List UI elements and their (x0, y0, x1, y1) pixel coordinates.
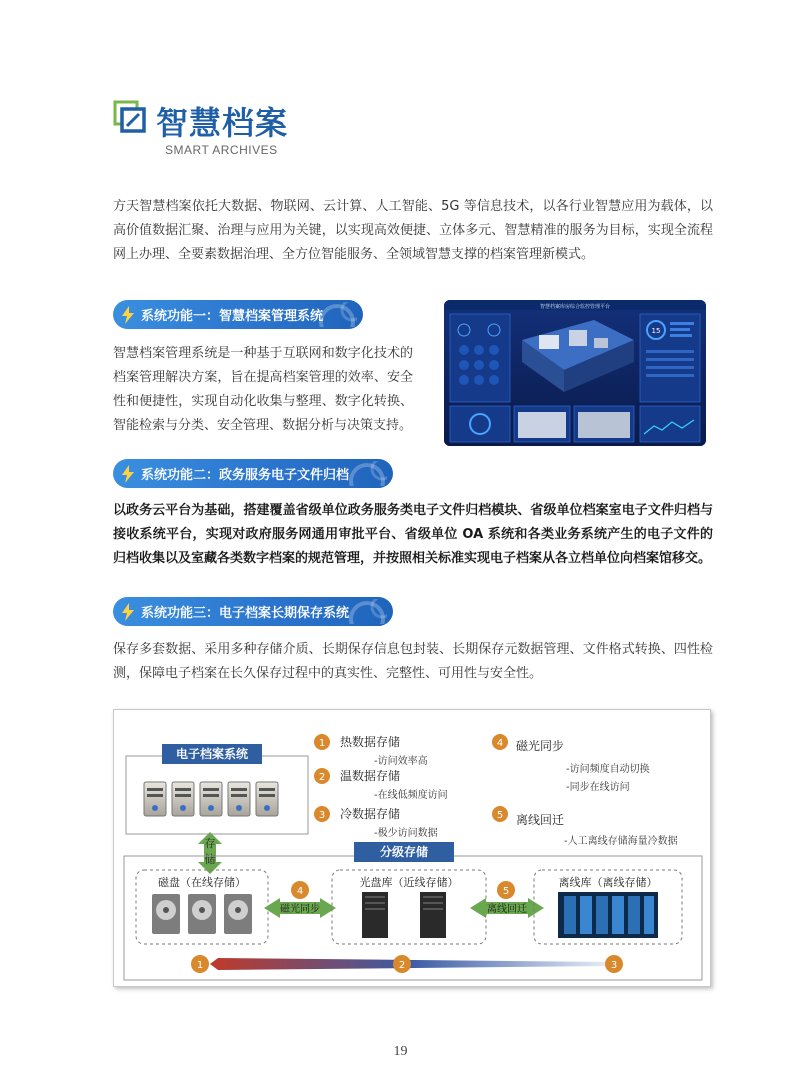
svg-text:离线回迁: 离线回迁 (516, 813, 565, 827)
svg-text:热数据存储: 热数据存储 (340, 735, 401, 749)
pill-decoration (297, 302, 357, 327)
offline-label: 离线库（离线存储） (558, 876, 658, 889)
timeline-num-1: 1 (196, 960, 204, 971)
optical-rack-icons (362, 892, 446, 938)
svg-text:磁光同步: 磁光同步 (516, 739, 565, 753)
arrow-5-num: 5 (502, 886, 510, 897)
svg-text:-访问效率高: -访问效率高 (374, 756, 428, 767)
store-label-2: 储 (204, 853, 216, 866)
svg-text:温数据存储: 温数据存储 (340, 769, 401, 783)
intro-paragraph: 方天智慧档案依托大数据、物联网、云计算、人工智能、5G 等信息技术，以各行业智慧应用为载体，以高价值数据汇聚、治理与应用为关键，以实现高效便捷、立体多元、智慧精准的服务为目标，实现全流程网上办理、全要素数据治理、全方位智能服务、全领域智慧支撑的档案管理新模式。 (113, 199, 713, 262)
archive-system-title: 电子档案系统 (175, 747, 249, 761)
svg-text:-访问频度自动切换: -访问频度自动切换 (566, 764, 650, 775)
dashboard-screenshot (444, 300, 706, 446)
svg-text:1: 1 (318, 738, 326, 749)
optical-label: 光盘库（近线存储） (359, 876, 459, 889)
section-3-label: 系统功能三：电子档案长期保存系统 (141, 606, 350, 621)
smart-archives-logo-icon (113, 100, 147, 134)
hard-disk-icons (152, 894, 252, 934)
step-4 (492, 734, 650, 793)
store-label-1: 存 (204, 837, 216, 850)
server-icons (144, 782, 278, 816)
arrow-4-label: 磁光同步 (280, 904, 320, 915)
step-3 (314, 806, 438, 839)
timeline-num-3: 3 (610, 960, 618, 971)
section-1-body: 智慧档案管理系统是一种基于互联网和数字化技术的档案管理解决方案，旨在提高档案管理的效率、安全性和便捷性，实现自动化收集与整理、数字化转换、智能检索与分类、安全管理、数据分析与决策支持。 (113, 346, 413, 433)
pill-decoration (327, 461, 387, 486)
lightning-icon (121, 465, 135, 483)
disk-label: 磁盘（在线存储） (158, 876, 246, 889)
step-2 (314, 768, 448, 801)
section-2-label: 系统功能二：政务服务电子文件归档 (141, 468, 350, 483)
section-2-body: 以政务云平台为基础，搭建覆盖省级单位政务服务类电子文件归档模块、省级单位档案室电子文件归档与接收系统平台，实现对政府服务网通用审批平台、省级单位 OA 系统和各类业务系统产生的电子文件的归档收集以及室藏各类数字档案的规范管理，并按照相关标准实现电子档案从各立档单位向档案馆移交。 (113, 503, 713, 566)
timeline-num-2: 2 (398, 960, 406, 971)
lightning-icon (121, 306, 135, 324)
svg-text:4: 4 (496, 738, 504, 749)
page-number: 19 (393, 1044, 408, 1059)
step-1 (314, 734, 428, 767)
dashboard-illustration (444, 300, 706, 446)
dashboard-gauge-value: 15 (651, 327, 661, 335)
svg-text:5: 5 (496, 810, 504, 821)
svg-text:2: 2 (318, 772, 326, 783)
section-1-heading (113, 300, 363, 329)
svg-text:-在线低频度访问: -在线低频度访问 (374, 790, 448, 801)
svg-text:-同步在线访问: -同步在线访问 (566, 782, 630, 793)
svg-text:冷数据存储: 冷数据存储 (340, 807, 401, 821)
svg-text:-人工离线存储海量冷数据: -人工离线存储海量冷数据 (564, 836, 678, 847)
step-5 (492, 806, 678, 847)
svg-text:-极少访问数据: -极少访问数据 (374, 828, 438, 839)
tiered-storage-diagram (113, 709, 711, 987)
section-1-label: 系统功能一：智慧档案管理系统 (141, 309, 324, 324)
arrow-5-label: 离线回迁 (487, 904, 527, 915)
section-3-body: 保存多套数据、采用多种存储介质、长期保存信息包封装、长期保存元数据管理、文件格式转换、四性检测，保障电子档案在长久保存过程中的真实性、完整性、可用性与安全性。 (113, 642, 713, 681)
offline-datacenter-icon (558, 892, 658, 938)
arrow-4-num: 4 (296, 886, 304, 897)
svg-text:3: 3 (318, 810, 326, 821)
page-title: 智慧档案 (156, 104, 289, 142)
section-3-heading (113, 597, 393, 626)
section-2-heading (113, 459, 393, 488)
lightning-icon (121, 603, 135, 621)
pill-decoration (327, 599, 387, 624)
dashboard-title: 智慧档案库房综合监控管理平台 (539, 304, 611, 310)
tier-title: 分级存储 (379, 845, 429, 859)
page-subtitle: SMART ARCHIVES (165, 143, 278, 157)
